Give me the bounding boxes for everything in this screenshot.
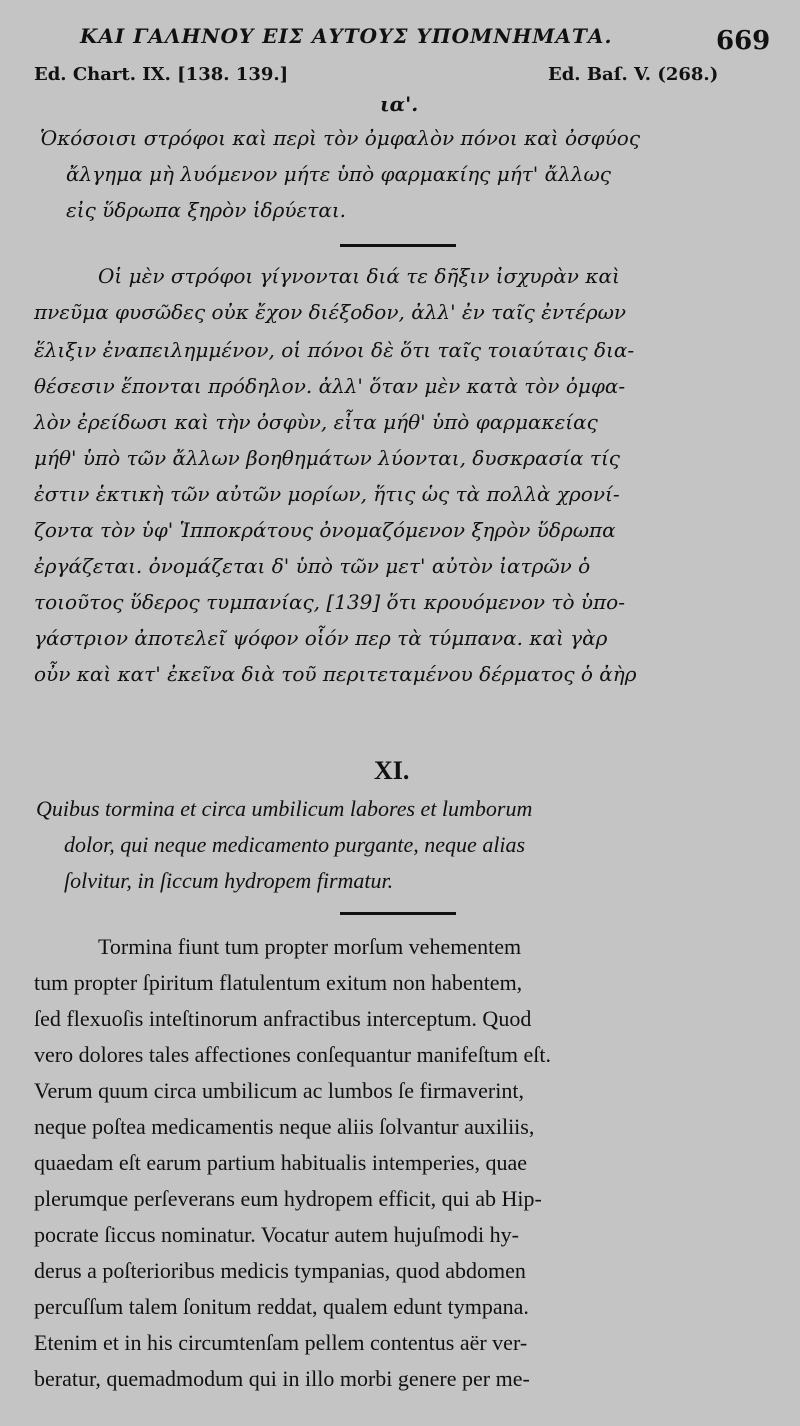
- greek-commentary-line: ζοντα τὸν ὑφ' Ἱπποκράτους ὀνομαζόμενον ξηρὸν ὕδρωπα: [34, 518, 616, 542]
- section-divider: [340, 912, 456, 915]
- greek-commentary-line: γάστριον ἀποτελεῖ ψόφον οἷόν περ τὰ τύμπανα. καὶ γὰρ: [34, 626, 608, 650]
- latin-commentary-line: pocrate ſiccus nominatur. Vocatur autem hujuſmodi hy-: [34, 1222, 519, 1247]
- greek-commentary-line: ἕλιξιν ἐναπειλημμένον, οἱ πόνοι δὲ ὅτι ταῖς τοιαύταις δια-: [34, 338, 635, 362]
- greek-commentary-line: λὸν ἐρείδωσι καὶ τὴν ὀσφὺν, εἶτα μήθ' ὑπὸ φαρμακείας: [34, 410, 598, 434]
- greek-commentary-line: Οἱ μὲν στρόφοι γίγνονται διά τε δῆξιν ἰσχυρὰν καὶ: [98, 264, 620, 288]
- latin-aphorism-line: Quibus tormina et circa umbilicum labores et lumborum: [36, 796, 533, 821]
- latin-commentary-line: neque poſtea medicamentis neque aliis ſolvantur auxiliis,: [34, 1114, 535, 1139]
- latin-commentary-line: beratur, quemadmodum qui in illo morbi genere per me-: [34, 1366, 530, 1391]
- page-number: 669: [716, 26, 771, 56]
- greek-commentary-line: ἐργάζεται. ὀνομάζεται δ' ὑπὸ τῶν μετ' αὐτὸν ἰατρῶν ὁ: [34, 554, 591, 578]
- greek-commentary-line: μήθ' ὑπὸ τῶν ἄλλων βοηθημάτων λύονται, δυσκρασία τίς: [34, 446, 621, 470]
- latin-commentary-line: Etenim et in his circumtenſam pellem contentus aër ver-: [34, 1330, 528, 1355]
- latin-commentary-line: plerumque perſeverans eum hydropem efficit, qui ab Hip-: [34, 1186, 542, 1211]
- greek-commentary-line: θέσεσιν ἕπονται πρόδηλον. ἀλλ' ὅταν μὲν κατὰ τὸν ὀμφα-: [34, 374, 626, 398]
- latin-commentary-line: Tormina fiunt tum propter morſum vehementem: [98, 934, 522, 959]
- greek-commentary-line: πνεῦμα φυσῶδες οὐκ ἔχον διέξοδον, ἀλλ' ἐν ταῖς ἐντέρων: [34, 300, 627, 324]
- greek-section-number: ια'.: [380, 92, 419, 116]
- greek-commentary-line: οὖν καὶ κατ' ἐκεῖνα διὰ τοῦ περιτεταμένου δέρματος ὁ ἀὴρ: [34, 662, 637, 686]
- latin-commentary-line: tum propter ſpiritum flatulentum exitum non habentem,: [34, 970, 523, 995]
- edition-reference-right: Ed. Baſ. V. (268.): [548, 64, 719, 85]
- running-title: ΚΑΙ ΓΑΛΗΝΟΥ ΕΙΣ ΑΥΤΟΥΣ ΥΠΟΜΝΗΜΑΤΑ.: [80, 24, 613, 48]
- latin-aphorism-line: ſolvitur, in ſiccum hydropem firmatur.: [64, 868, 394, 893]
- latin-commentary-line: quaedam eſt earum partium habitualis intemperies, quae: [34, 1150, 527, 1175]
- latin-section-number: XI.: [374, 756, 410, 785]
- section-divider: [340, 244, 456, 247]
- greek-aphorism-line: Ὁκόσοισι στρόφοι καὶ περὶ τὸν ὀμφαλὸν πόνοι καὶ ὀσφύος: [40, 126, 641, 150]
- greek-commentary-line: τοιοῦτος ὕδερος τυμπανίας, [139] ὅτι κρουόμενον τὸ ὑπο-: [34, 590, 625, 614]
- latin-aphorism-line: dolor, qui neque medicamento purgante, neque alias: [64, 832, 526, 857]
- edition-reference-left: Ed. Chart. IX. [138. 139.]: [34, 64, 289, 85]
- greek-aphorism-line: εἰς ὕδρωπα ξηρὸν ἱδρύεται.: [66, 198, 347, 222]
- latin-commentary-line: vero dolores tales affectiones conſequantur manifeſtum eſt.: [34, 1042, 552, 1067]
- latin-commentary-line: derus a poſterioribus medicis tympanias, quod abdomen: [34, 1258, 526, 1283]
- latin-commentary-line: Verum quum circa umbilicum ac lumbos ſe firmaverint,: [34, 1078, 524, 1103]
- latin-commentary-line: ſed flexuoſis inteſtinorum anfractibus interceptum. Quod: [34, 1006, 532, 1031]
- greek-aphorism-line: ἄλγημα μὴ λυόμενον μήτε ὑπὸ φαρμακίης μήτ' ἄλλως: [66, 162, 612, 186]
- greek-commentary-line: ἐστιν ἑκτικὴ τῶν αὐτῶν μορίων, ἥτις ὡς τὰ πολλὰ χρονί-: [34, 482, 620, 506]
- latin-commentary-line: percuſſum talem ſonitum reddat, qualem edunt tympana.: [34, 1294, 529, 1319]
